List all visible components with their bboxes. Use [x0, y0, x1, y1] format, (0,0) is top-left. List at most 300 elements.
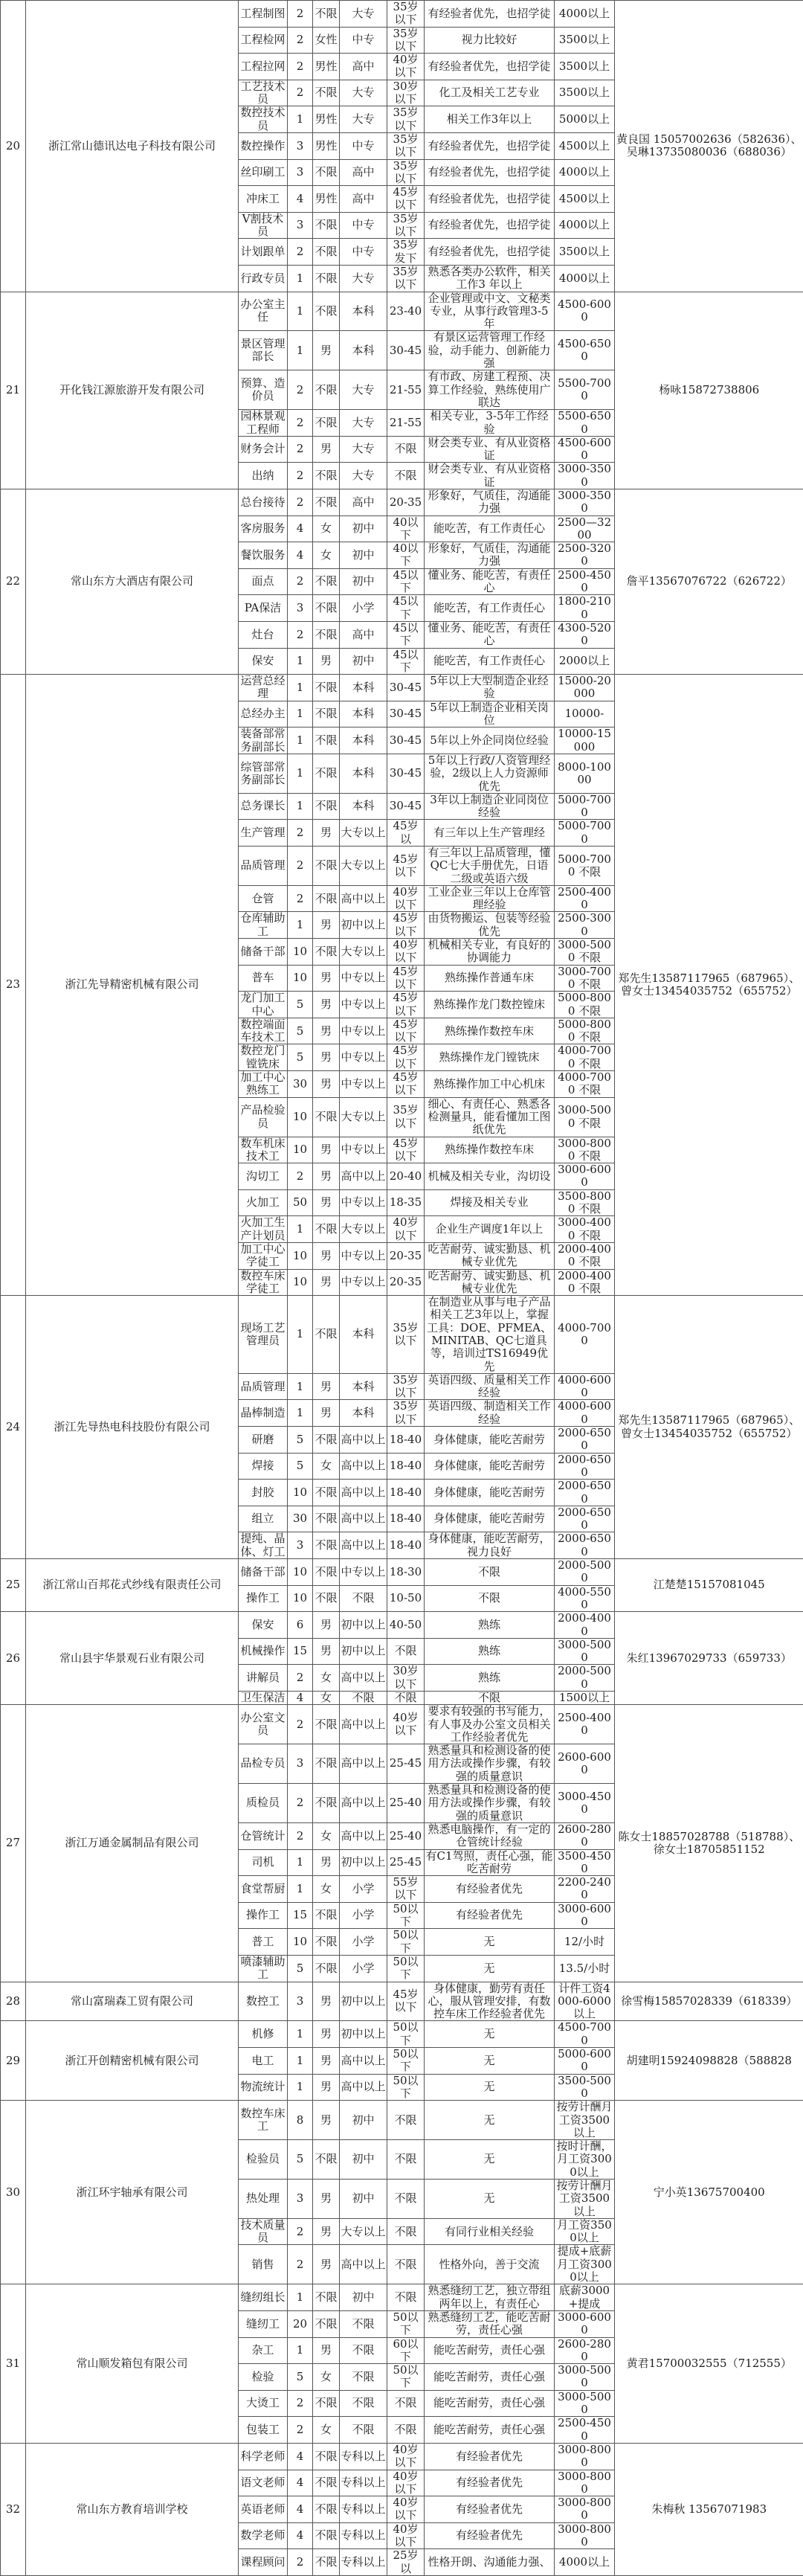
education-cell: 小学	[340, 595, 387, 622]
position-cell: 封胶	[239, 1480, 288, 1506]
contact-info: 黄良国 15057002636（582636）、吴琳13735080036（688036）	[615, 1, 803, 292]
position-cell: 现场工艺管理员	[239, 1296, 288, 1374]
education-cell: 小学	[340, 1876, 387, 1903]
count-cell: 1	[288, 1216, 313, 1243]
education-cell: 高中以上	[340, 2048, 387, 2075]
salary-cell: 4000-7000 不限	[555, 1071, 615, 1098]
count-cell: 1	[288, 331, 313, 370]
position-cell: 研磨	[239, 1427, 288, 1454]
age-cell: 45岁以	[387, 820, 425, 847]
count-cell: 5	[288, 2364, 313, 2391]
salary-cell: 2200-2400	[555, 1876, 615, 1903]
age-cell: 45岁以下	[387, 912, 425, 939]
salary-cell: 3000-4500	[555, 1784, 615, 1823]
age-cell: 40-50	[387, 1612, 425, 1639]
gender-cell: 男	[313, 1982, 340, 2021]
education-cell: 大专	[340, 463, 387, 489]
education-cell: 本科	[340, 292, 387, 331]
salary-cell: 3000-4000 不限	[555, 1216, 615, 1243]
gender-cell: 不限	[313, 2140, 340, 2180]
gender-cell: 男	[313, 1638, 340, 1665]
salary-cell: 3500-8000 不限	[555, 1189, 615, 1216]
position-cell: 司机	[239, 1849, 288, 1876]
education-cell: 本科	[340, 675, 387, 701]
age-cell: 40岁以下	[387, 2522, 425, 2549]
education-cell: 初中以上	[340, 912, 387, 939]
age-cell: 不限	[387, 2390, 425, 2417]
requirement-cell: 身体健康，勤劳有责任心，服从管理安排，有数控车床工作经验者优先	[425, 1982, 555, 2021]
requirement-cell: 熟练操作龙门镗铣床	[425, 1044, 555, 1071]
count-cell: 3	[288, 159, 313, 186]
position-cell: 生产管理	[239, 820, 288, 847]
salary-cell: 2500—3200	[555, 515, 615, 542]
education-cell: 初中以上	[340, 1612, 387, 1639]
requirement-cell: 细心、有责任心、熟悉各检测量具，能看懂加工图纸优先	[425, 1097, 555, 1137]
education-cell: 高中以上	[340, 885, 387, 912]
education-cell: 不限	[340, 2364, 387, 2391]
position-cell: 冲床工	[239, 186, 288, 213]
requirement-cell: 5年以上外企同岗位经验	[425, 727, 555, 754]
position-cell: 机械操作	[239, 1638, 288, 1665]
education-cell: 高中以上	[340, 1705, 387, 1744]
education-cell: 高中以上	[340, 1784, 387, 1823]
count-cell: 1	[288, 292, 313, 331]
requirement-cell: 无	[425, 1929, 555, 1956]
education-cell: 大专以上	[340, 820, 387, 847]
education-cell: 大专以上	[340, 939, 387, 966]
gender-cell: 男	[313, 820, 340, 847]
contact-info: 詹平13567076722（626722）	[615, 489, 803, 674]
gender-cell: 不限	[313, 1216, 340, 1243]
requirement-cell: 熟悉缝纫工艺，能吃苦耐劳，责任心强	[425, 2310, 555, 2337]
position-cell: 仓管	[239, 885, 288, 912]
age-cell: 40岁以下	[387, 885, 425, 912]
salary-cell: 2000-5000	[555, 1559, 615, 1586]
education-cell: 大专以上	[340, 1097, 387, 1137]
education-cell: 本科	[340, 1296, 387, 1374]
salary-cell: 3000-8000	[555, 2470, 615, 2496]
education-cell: 大专	[340, 106, 387, 133]
position-cell: 数控工	[239, 1982, 288, 2021]
salary-cell: 4500-6500	[555, 331, 615, 370]
requirement-cell: 熟练	[425, 1612, 555, 1639]
age-cell: 50以下	[387, 2310, 425, 2337]
age-cell: 50以下	[387, 2364, 425, 2391]
age-cell: 45以下	[387, 621, 425, 648]
contact-info: 黄君15700032555（712555）	[615, 2284, 803, 2444]
age-cell: 45岁以下	[387, 1018, 425, 1044]
count-cell: 15	[288, 1902, 313, 1929]
position-cell: 办公室文员	[239, 1705, 288, 1744]
salary-cell: 5000以上	[555, 106, 615, 133]
gender-cell: 不限	[313, 370, 340, 410]
position-cell: 工艺技术员	[239, 80, 288, 106]
age-cell: 30-45	[387, 793, 425, 820]
gender-cell: 不限	[313, 727, 340, 754]
position-cell: 数控技术员	[239, 106, 288, 133]
count-cell: 2	[288, 239, 313, 266]
requirement-cell: 吃苦耐劳、诚实勤恳、机械专业优先	[425, 1242, 555, 1269]
company-number: 20	[1, 1, 26, 292]
requirement-cell: 化工及相关工艺专业	[425, 80, 555, 106]
age-cell: 55岁以下	[387, 1876, 425, 1903]
requirement-cell: 企业生产调度1年以上	[425, 1216, 555, 1243]
count-cell: 10	[288, 1242, 313, 1269]
salary-cell: 2000-4000 不限	[555, 1269, 615, 1296]
education-cell: 高中以上	[340, 2074, 387, 2101]
requirement-cell: 有三年以上生产管理经	[425, 820, 555, 847]
gender-cell: 不限	[313, 2443, 340, 2470]
education-cell: 初中	[340, 515, 387, 542]
requirement-cell: 不限	[425, 1559, 555, 1586]
education-cell: 中专以上	[340, 965, 387, 992]
requirement-cell: 有同行业相关经验	[425, 2218, 555, 2245]
education-cell: 中专	[340, 27, 387, 54]
age-cell: 40以下	[387, 515, 425, 542]
age-cell: 30岁以下	[387, 80, 425, 106]
salary-cell: 3000-3500	[555, 463, 615, 489]
gender-cell: 不限	[313, 793, 340, 820]
age-cell: 25-40	[387, 1784, 425, 1823]
table-row	[1, 2443, 803, 2470]
gender-cell: 男	[313, 1044, 340, 1071]
requirement-cell: 相关专业，3-5年工作经验	[425, 410, 555, 437]
requirement-cell: 有经验者优先，也招学徒	[425, 186, 555, 213]
salary-cell: 3500以上	[555, 80, 615, 106]
gender-cell: 不限	[313, 1705, 340, 1744]
gender-cell: 男	[313, 1137, 340, 1163]
requirement-cell: 身体健康，能吃苦耐劳	[425, 1427, 555, 1454]
gender-cell: 女	[313, 1822, 340, 1849]
age-cell: 不限	[387, 1638, 425, 1665]
age-cell: 18-30	[387, 1559, 425, 1586]
age-cell: 21-55	[387, 410, 425, 437]
position-cell: 检验	[239, 2364, 288, 2391]
salary-cell: 2600-2800	[555, 1822, 615, 1849]
requirement-cell: 能吃苦耐劳，责任心强	[425, 2417, 555, 2444]
position-cell: 装备部常务副部长	[239, 727, 288, 754]
gender-cell: 不限	[313, 701, 340, 727]
requirement-cell: 3年以上制造企业同岗位经验	[425, 793, 555, 820]
education-cell: 高中	[340, 621, 387, 648]
count-cell: 2	[288, 489, 313, 515]
count-cell: 10	[288, 1097, 313, 1137]
gender-cell: 不限	[313, 568, 340, 595]
salary-cell: 3000-6000	[555, 2310, 615, 2337]
salary-cell: 计件工资4000-6000以上	[555, 1982, 615, 2021]
position-cell: 普车	[239, 965, 288, 992]
position-cell: 提纯、晶体、灯工	[239, 1532, 288, 1559]
company-number: 29	[1, 2021, 26, 2101]
age-cell: 45岁以下	[387, 1071, 425, 1098]
education-cell: 高中以上	[340, 1532, 387, 1559]
salary-cell: 10000-15000	[555, 727, 615, 754]
position-cell: 品质管理	[239, 1373, 288, 1400]
education-cell: 专科以上	[340, 2549, 387, 2576]
gender-cell: 男	[313, 912, 340, 939]
table-row	[1, 489, 803, 515]
education-cell: 大专	[340, 1, 387, 28]
age-cell: 35岁以下	[387, 159, 425, 186]
age-cell: 18-40	[387, 1506, 425, 1532]
age-cell: 30-45	[387, 675, 425, 701]
gender-cell: 不限	[313, 463, 340, 489]
count-cell: 4	[288, 2522, 313, 2549]
salary-cell: 10000-	[555, 701, 615, 727]
requirement-cell: 企业管理或中文、文秘类专业，从事行政管理3-5年	[425, 292, 555, 331]
count-cell: 30	[288, 1506, 313, 1532]
position-cell: 操作工	[239, 1902, 288, 1929]
age-cell: 35岁以下	[387, 1097, 425, 1137]
gender-cell: 男	[313, 1163, 340, 1190]
count-cell: 10	[288, 1269, 313, 1296]
position-cell: 园林景观工程师	[239, 410, 288, 437]
count-cell: 10	[288, 1929, 313, 1956]
requirement-cell: 英语四级、制造相关工作经验	[425, 1400, 555, 1427]
position-cell: 语文老师	[239, 2470, 288, 2496]
education-cell: 专科以上	[340, 2522, 387, 2549]
position-cell: 缝纫工	[239, 2310, 288, 2337]
contact-info: 郑先生13587117965（687965）、曾女士13454035752（655752）	[615, 675, 803, 1296]
position-cell: 食堂帮厨	[239, 1876, 288, 1903]
count-cell: 2	[288, 54, 313, 80]
age-cell: 35岁以下	[387, 212, 425, 239]
contact-info: 朱红13967029733（659733）	[615, 1612, 803, 1705]
salary-cell: 4500以上	[555, 186, 615, 213]
position-cell: 技术质量员	[239, 2218, 288, 2245]
position-cell: V割技术员	[239, 212, 288, 239]
position-cell: 晶棒制造	[239, 1400, 288, 1427]
age-cell: 30-45	[387, 701, 425, 727]
position-cell: 加工中心学徒工	[239, 1242, 288, 1269]
company-name: 浙江环宇轴承有限公司	[26, 2101, 239, 2284]
count-cell: 2	[288, 2245, 313, 2284]
gender-cell: 不限	[313, 1955, 340, 1982]
age-cell: 35岁以下	[387, 106, 425, 133]
count-cell: 4	[288, 2496, 313, 2523]
position-cell: 餐饮服务	[239, 542, 288, 569]
salary-cell: 12/小时	[555, 1929, 615, 1956]
position-cell: 科学老师	[239, 2443, 288, 2470]
education-cell: 初中以上	[340, 1982, 387, 2021]
education-cell: 本科	[340, 754, 387, 793]
count-cell: 10	[288, 1585, 313, 1612]
count-cell: 5	[288, 1453, 313, 1480]
age-cell: 不限	[387, 2101, 425, 2140]
table-row	[1, 1296, 803, 1374]
contact-info: 郑先生13587117965（687965）、曾女士13454035752（655752）	[615, 1296, 803, 1559]
contact-info: 陈女士18857028788（518788）、徐女士18705851152	[615, 1705, 803, 1982]
gender-cell: 不限	[313, 939, 340, 966]
age-cell: 50以下	[387, 2048, 425, 2075]
requirement-cell: 由货物搬运、包装等经验优先	[425, 912, 555, 939]
salary-cell: 3000-5000 不限	[555, 939, 615, 966]
salary-cell: 3000-5000	[555, 1638, 615, 1665]
education-cell: 不限	[340, 2417, 387, 2444]
table-row	[1, 2021, 803, 2048]
salary-cell: 3500-5000	[555, 2074, 615, 2101]
company-name: 浙江先导精密机械有限公司	[26, 675, 239, 1296]
requirement-cell: 有经验者优先	[425, 2522, 555, 2549]
gender-cell: 不限	[313, 410, 340, 437]
position-cell: 机修	[239, 2021, 288, 2048]
gender-cell: 男	[313, 2021, 340, 2048]
gender-cell: 女	[313, 2417, 340, 2444]
requirement-cell: 有经验者优先，也招学徒	[425, 132, 555, 159]
gender-cell: 不限	[313, 1744, 340, 1784]
requirement-cell: 能吃苦耐劳，责任心强	[425, 2364, 555, 2391]
salary-cell: 3000-8000	[555, 2522, 615, 2549]
salary-cell: 2600-2800	[555, 2337, 615, 2364]
salary-cell: 4000-7000	[555, 1296, 615, 1374]
requirement-cell: 熟练操作普通车床	[425, 965, 555, 992]
education-cell: 初中以上	[340, 2021, 387, 2048]
age-cell: 35岁以下	[387, 1373, 425, 1400]
requirement-cell: 无	[425, 2074, 555, 2101]
count-cell: 5	[288, 1427, 313, 1454]
salary-cell: 2000-5000	[555, 1665, 615, 1692]
requirement-cell: 有经验者优先，也招学徒	[425, 239, 555, 266]
age-cell: 40岁以下	[387, 54, 425, 80]
position-cell: PA保洁	[239, 595, 288, 622]
requirement-cell: 不限	[425, 1585, 555, 1612]
salary-cell: 4000-6000	[555, 1400, 615, 1427]
education-cell: 中专以上	[340, 1559, 387, 1586]
requirement-cell: 视力比较好	[425, 27, 555, 54]
count-cell: 10	[288, 939, 313, 966]
position-cell: 质检员	[239, 1784, 288, 1823]
gender-cell: 男	[313, 1189, 340, 1216]
gender-cell: 男性	[313, 186, 340, 213]
education-cell: 高中以上	[340, 1427, 387, 1454]
table-row	[1, 1559, 803, 1586]
requirement-cell: 熟悉电脑操作，有一定的仓管统计经验	[425, 1822, 555, 1849]
salary-cell: 5000-7000 不限	[555, 847, 615, 886]
age-cell: 25-40	[387, 1822, 425, 1849]
salary-cell: 4000以上	[555, 159, 615, 186]
requirement-cell: 机械及相关专业，沟切设	[425, 1163, 555, 1190]
salary-cell: 1500以上	[555, 1692, 615, 1705]
age-cell: 20-35	[387, 1242, 425, 1269]
position-cell: 电工	[239, 2048, 288, 2075]
gender-cell: 不限	[313, 489, 340, 515]
table-row	[1, 1705, 803, 1744]
requirement-cell: 能吃苦，有工作责任心	[425, 595, 555, 622]
gender-cell: 不限	[313, 1506, 340, 1532]
position-cell: 总经办主	[239, 701, 288, 727]
company-name: 常山东方教育培训学校	[26, 2443, 239, 2575]
salary-cell: 2600-6000	[555, 1744, 615, 1784]
age-cell: 35岁发下	[387, 239, 425, 266]
position-cell: 加工中心熟练工	[239, 1071, 288, 1098]
count-cell: 8	[288, 2101, 313, 2140]
requirement-cell: 5年以上制造企业相关岗位	[425, 701, 555, 727]
salary-cell: 3000-5000 不限	[555, 1097, 615, 1137]
gender-cell: 不限	[313, 212, 340, 239]
count-cell: 2	[288, 621, 313, 648]
salary-cell: 3500-4500	[555, 1849, 615, 1876]
age-cell: 45以下	[387, 568, 425, 595]
position-cell: 操作工	[239, 1585, 288, 1612]
education-cell: 不限	[340, 1585, 387, 1612]
age-cell: 不限	[387, 463, 425, 489]
gender-cell: 男	[313, 2048, 340, 2075]
education-cell: 初中	[340, 568, 387, 595]
requirement-cell: 身体健康，能吃苦耐劳	[425, 1453, 555, 1480]
requirement-cell: 有经验者优先	[425, 1902, 555, 1929]
requirement-cell: 5年以上行政/人资管理经验，2级以上人力资源师优先	[425, 754, 555, 793]
education-cell: 中专	[340, 212, 387, 239]
gender-cell: 不限	[313, 239, 340, 266]
salary-cell: 2500-4500	[555, 568, 615, 595]
requirement-cell: 能吃苦，有工作责任心	[425, 515, 555, 542]
position-cell: 财务会计	[239, 436, 288, 463]
age-cell: 45岁以下	[387, 1137, 425, 1163]
position-cell: 工程制图	[239, 1, 288, 28]
gender-cell: 不限	[313, 265, 340, 292]
salary-cell: 8000-10000	[555, 754, 615, 793]
requirement-cell: 5年以上大型制造企业经验	[425, 675, 555, 701]
position-cell: 缝纫组长	[239, 2284, 288, 2311]
count-cell: 50	[288, 1189, 313, 1216]
count-cell: 1	[288, 1400, 313, 1427]
requirement-cell: 有经验者优先，也招学徒	[425, 54, 555, 80]
gender-cell: 不限	[313, 1480, 340, 1506]
count-cell: 2	[288, 410, 313, 437]
salary-cell: 5000-8000 不限	[555, 1018, 615, 1044]
age-cell: 35岁以下	[387, 132, 425, 159]
salary-cell: 2000-4000 不限	[555, 1242, 615, 1269]
salary-cell: 3000-3500	[555, 489, 615, 515]
position-cell: 讲解员	[239, 1665, 288, 1692]
education-cell: 不限	[340, 1692, 387, 1705]
count-cell: 2	[288, 2390, 313, 2417]
salary-cell: 按劳计酬月工资3500以上	[555, 2179, 615, 2218]
requirement-cell: 无	[425, 2140, 555, 2180]
age-cell: 20-35	[387, 489, 425, 515]
company-number: 22	[1, 489, 26, 674]
requirement-cell: 工业企业三年以上仓库管理经验	[425, 885, 555, 912]
requirement-cell: 性格外向，善于交流	[425, 2245, 555, 2284]
company-number: 32	[1, 2443, 26, 2575]
age-cell: 45岁以下	[387, 992, 425, 1018]
count-cell: 1	[288, 701, 313, 727]
salary-cell: 5500-6500	[555, 410, 615, 437]
position-cell: 储备干部	[239, 1559, 288, 1586]
table-row	[1, 675, 803, 701]
salary-cell: 2500-3000	[555, 912, 615, 939]
gender-cell: 男	[313, 1400, 340, 1427]
position-cell: 产品检验员	[239, 1097, 288, 1137]
count-cell: 10	[288, 965, 313, 992]
education-cell: 大专	[340, 265, 387, 292]
count-cell: 2	[288, 1, 313, 28]
age-cell: 45岁以下	[387, 965, 425, 992]
age-cell: 35岁以下	[387, 27, 425, 54]
age-cell: 30-45	[387, 754, 425, 793]
education-cell: 高中以上	[340, 1822, 387, 1849]
position-cell: 大烫工	[239, 2390, 288, 2417]
position-cell: 检验员	[239, 2140, 288, 2180]
requirement-cell: 熟练操作龙门数控镗床	[425, 992, 555, 1018]
count-cell: 2	[288, 27, 313, 54]
requirement-cell: 熟练	[425, 1665, 555, 1692]
count-cell: 15	[288, 1638, 313, 1665]
position-cell: 数车机床技术工	[239, 1137, 288, 1163]
gender-cell: 不限	[313, 2390, 340, 2417]
salary-cell: 2000-6500	[555, 1480, 615, 1506]
salary-cell: 2000以上	[555, 648, 615, 675]
